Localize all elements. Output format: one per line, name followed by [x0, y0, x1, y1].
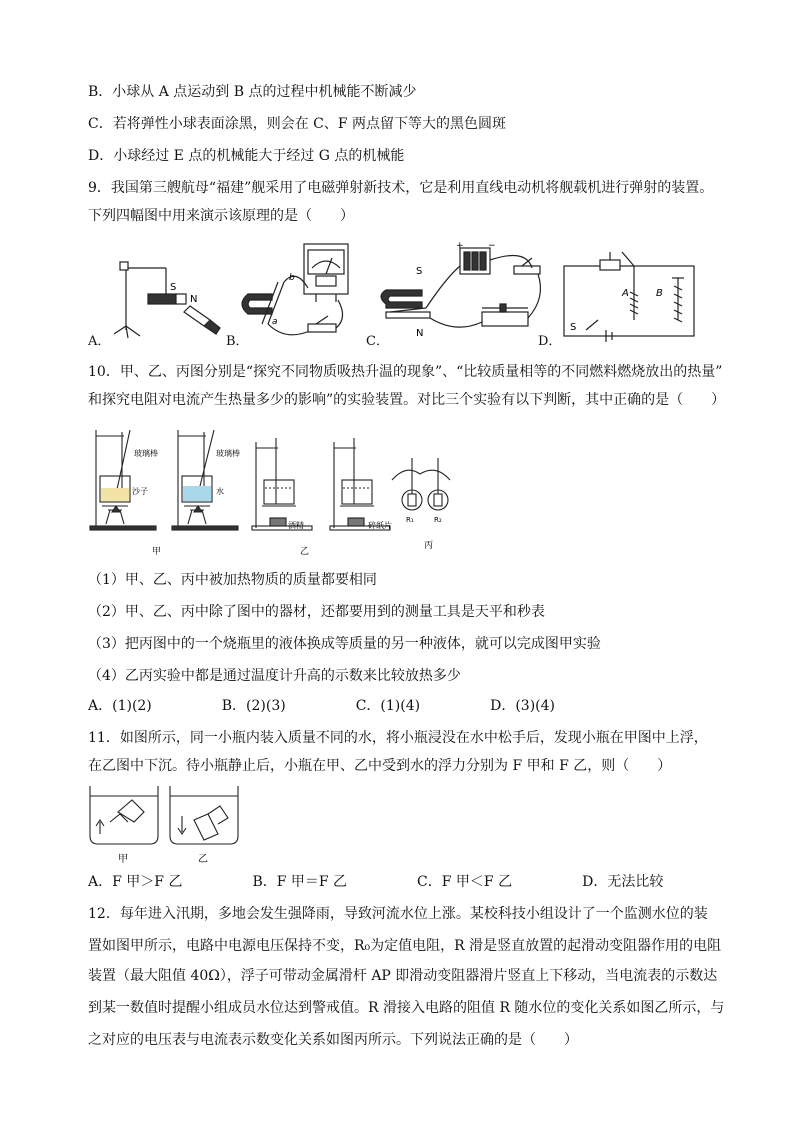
q11-options: A．F 甲＞F 乙 B．F 甲＝F 乙 C．F 甲＜F 乙 D．无法比较: [88, 874, 664, 890]
q10-sand-fill: [101, 488, 129, 501]
q9-c-minus-label: −: [488, 241, 496, 251]
question-10-figures: [86, 424, 466, 564]
question-11-stem: 11．如图所示，同一小瓶内装入质量不同的水，将小瓶浸没在水中松手后，发现小瓶在甲图中上浮，: [88, 730, 708, 746]
q10-jia-setups: [90, 430, 238, 530]
q9-c-plus-label: +: [456, 241, 464, 251]
question-11-figures: [88, 784, 248, 868]
option-d-q8: D．小球经过 E 点的机械能大于经过 G 点的机械能: [88, 148, 405, 164]
q9-c-apparatus: [381, 248, 540, 327]
q10-diagram: [86, 424, 466, 564]
q9-option-b-label: B．: [226, 334, 249, 349]
q10-statement-4: （4）乙丙实验中都是通过温度计升高的示数来比较放热多少: [88, 668, 461, 684]
q9-diagram: [86, 238, 726, 348]
question-11-stem-cont: 在乙图中下沉。待小瓶静止后，小瓶在甲、乙中受到水的浮力分别为 F 甲和 F 乙，则（ ）: [88, 758, 672, 774]
q10-statement-2: （2）甲、乙、丙中除了图中的器材，还都要用到的测量工具是天平和秒表: [88, 604, 545, 620]
question-9-prompt: 下列四幅图中用来演示该原理的是（ ）: [88, 208, 354, 224]
q11-yi-container: [170, 786, 238, 844]
q10-caption-jia: 甲: [152, 547, 162, 557]
q9-a-s-label: S: [170, 282, 177, 293]
q9-b-a-label: a: [272, 317, 278, 327]
question-12-stem: 12．每年进入汛期，多地会发生强降雨，导致河流水位上涨。某校科技小组设计了一个监测水位的装: [88, 906, 708, 922]
q11-caption-yi: 乙: [198, 854, 208, 865]
q9-b-apparatus: [242, 244, 348, 335]
q10-water-label: 水: [216, 487, 224, 496]
q10-caption-bing: 丙: [424, 541, 434, 551]
q9-d-a-label: A: [622, 288, 629, 299]
q11-caption-jia: 甲: [118, 854, 128, 865]
q9-c-s-label: S: [416, 266, 423, 277]
q10-bing-flasks: [392, 458, 450, 510]
q9-d-circuit: [564, 252, 694, 342]
q10-statement-3: （3）把丙图中的一个烧瓶里的液体换成等质量的另一种液体，就可以完成图甲实验: [88, 636, 601, 652]
q9-option-d-label: D．: [538, 334, 562, 349]
q10-glass-rod-label-1: 玻璃棒: [134, 449, 158, 458]
q9-a-n-label: N: [190, 294, 198, 305]
q10-caption-yi: 乙: [300, 547, 310, 557]
question-12-stem-4: 到某一数值时提醒小组成员水位达到警戒值。R 滑接入电路的阻值 R 随水位的变化关系如图乙所示，与: [88, 1000, 725, 1016]
q10-options: A．(1)(2) B．(2)(3) C．(1)(4) D．(3)(4): [88, 698, 555, 714]
question-9-figures: [86, 238, 726, 348]
q10-water-fill: [183, 486, 211, 501]
question-12-stem-2: 置如图甲所示，电路中电源电压保持不变，R₀为定值电阻，R 滑是竖直放置的起滑动变阻器作用的电阻: [88, 938, 722, 954]
q10-alcohol-label: 酒精: [288, 521, 304, 530]
q11-jia-container: [90, 786, 158, 844]
q10-statement-1: （1）甲、乙、丙中被加热物质的质量都要相同: [88, 572, 377, 588]
q10-sand-label: 沙子: [132, 487, 148, 496]
question-10-stem: 10．甲、乙、丙图分别是“探究不同物质吸热升温的现象”、“比较质量相等的不同燃料燃烧放出的热量”: [88, 364, 723, 380]
question-9-stem: 9．我国第三艘航母“福建”舰采用了电磁弹射新技术，它是利用直线电动机将舰载机进行弹射的装置。: [88, 180, 714, 196]
option-b-q8: B．小球从 A 点运动到 B 点的过程中机械能不断减少: [88, 84, 417, 100]
q10-r1-label: R₁: [406, 516, 414, 524]
q9-option-c-label: C．: [366, 334, 389, 349]
q10-r2-label: R₂: [434, 516, 442, 524]
q9-option-a-label: A．: [88, 334, 111, 349]
q9-d-s-label: S: [570, 322, 577, 333]
question-12-stem-5: 之对应的电压表与电流表示数变化关系如图丙所示。下列说法正确的是（ ）: [88, 1032, 578, 1048]
q11-diagram: [88, 784, 248, 868]
q10-paper-label: 碎纸片: [368, 521, 392, 530]
q9-d-b-label: B: [656, 288, 663, 299]
q10-glass-rod-label-2: 玻璃棒: [216, 449, 240, 458]
q9-a-stand-magnet: [114, 262, 220, 338]
q9-b-b-label: b: [289, 273, 295, 283]
question-12-stem-3: 装置（最大阻值 40Ω），浮子可带动金属滑杆 AP 即滑动变阻器滑片竖直上下移动，当电流表的示数达: [88, 968, 718, 984]
q9-c-n-label: N: [416, 328, 424, 339]
question-10-stem-cont: 和探究电阻对电流产生热量多少的影响”的实验装置。对比三个实验有以下判断，其中正确的是（ ）: [88, 392, 726, 408]
q10-yi-setups: [252, 438, 390, 530]
option-c-q8: C．若将弹性小球表面涂黑，则会在 C、F 两点留下等大的黑色圆斑: [88, 116, 507, 132]
